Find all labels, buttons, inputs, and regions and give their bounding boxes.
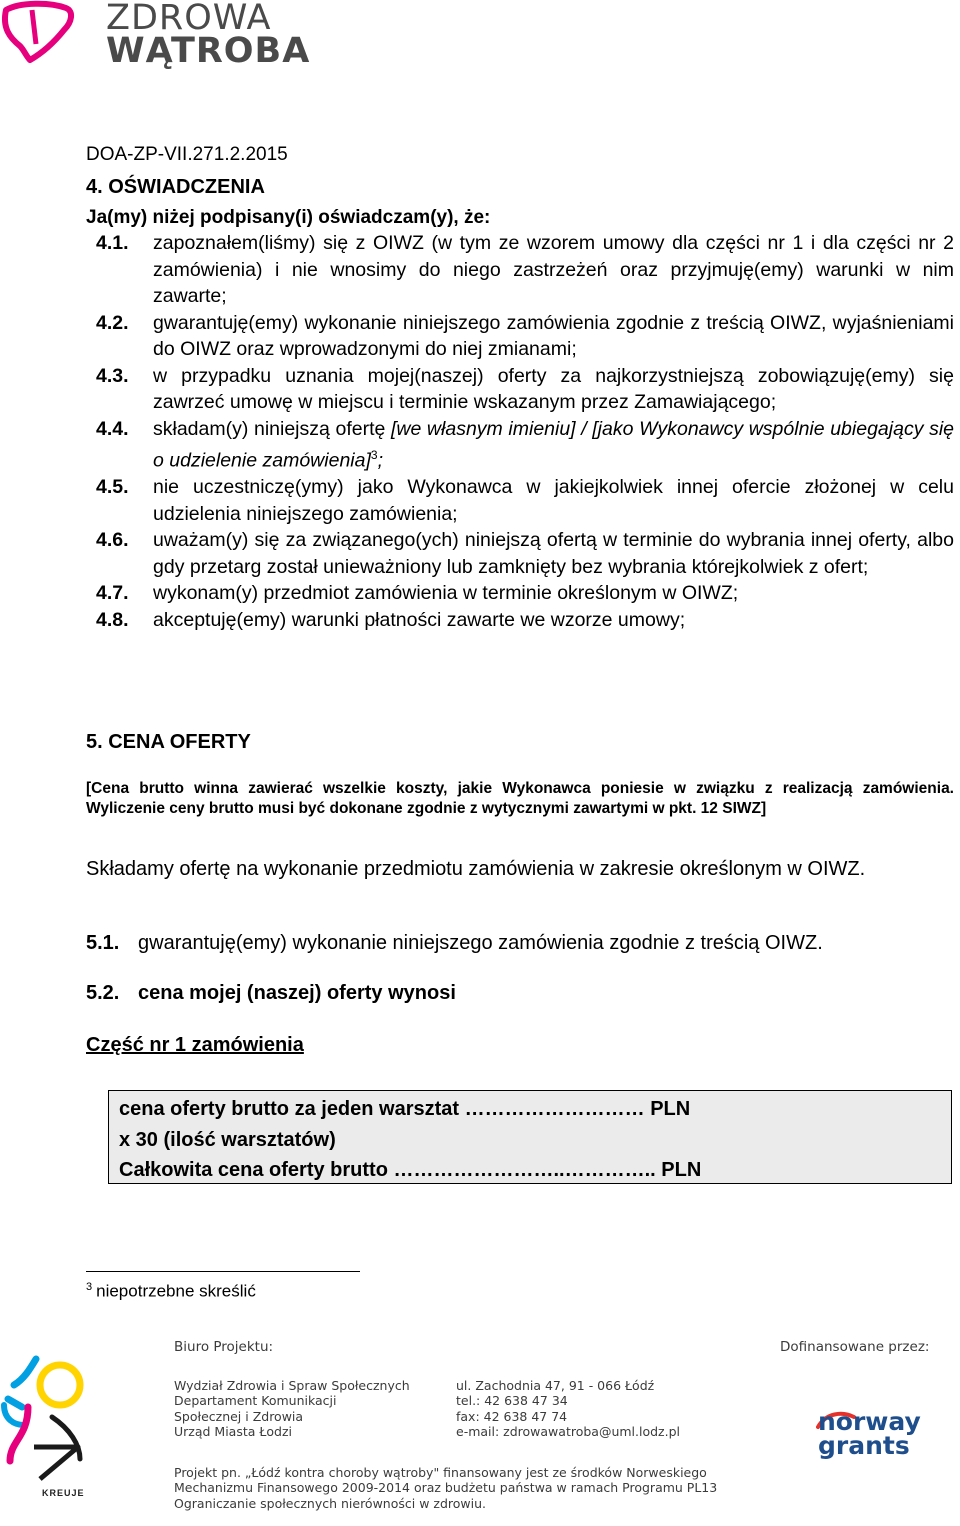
declarations-list — [96, 230, 954, 633]
grants-wordmark: grants — [818, 1431, 910, 1460]
biuro-title: Biuro Projektu: — [174, 1339, 274, 1355]
point-5-2 — [86, 982, 456, 1005]
biuro-line: Departament Komunikacji — [174, 1393, 337, 1409]
item-text: wykonam(y) przedmiot zamówienia w terminie określonym w OIWZ; — [153, 582, 739, 604]
list-item — [96, 310, 954, 363]
logo-wordmark — [106, 0, 311, 71]
footnote-separator — [86, 1271, 360, 1272]
point-number: 5.1. — [86, 932, 120, 954]
norway-grants-logo — [812, 1403, 952, 1467]
item-text: uważam(y) się za związanego(ych) niniejszą ofertą w terminie do wybrania innej oferty, albo gdy przetarg został unieważniony lub zamknięty bez wybrania którejkolwiek z ofert; — [153, 529, 954, 578]
biuro-address — [174, 1378, 410, 1439]
item-text: nie uczestniczę(ymy) jako Wykonawca w jakiejkolwiek innej ofercie złożonej w celu udzielenia niniejszego zamówienia; — [153, 476, 954, 525]
price-note: [Cena brutto winna zawierać wszelkie koszty, jakie Wykonawca poniesie w związku z realizacją zamówienia. Wyliczenie ceny brutto musi być dokonane zgodnie z wytycznymi zawartymi w pkt. 12 SIWZ] — [86, 780, 954, 817]
logo-line-1: ZDROWA — [106, 0, 272, 38]
price-line-quantity: x 30 (ilość warsztatów) — [119, 1128, 336, 1151]
item-text: zapoznałem(liśmy) się z OIWZ (w tym ze wzorem umowy dla części nr 1 i dla części nr 2 zamówienia) i nie wnosimy do niego zastrzeżeń oraz przyjmuję(emy) warunki w nim zawarte; — [153, 232, 954, 307]
list-item — [96, 580, 954, 607]
point-text: gwarantuję(emy) wykonanie niniejszego zamówienia zgodnie z treścią OIWZ. — [138, 932, 823, 954]
item-number: 4.4. — [96, 417, 129, 440]
lodz-kreuje-logo-icon — [0, 1355, 92, 1505]
point-5-1 — [86, 932, 823, 955]
project-line: Ograniczanie społecznych nierówności w zdrowiu. — [174, 1495, 486, 1511]
list-item — [96, 527, 954, 580]
item-text-start: składam(y) niniejszą ofertę — [153, 417, 391, 440]
contact-line: fax: 42 638 47 74 — [456, 1408, 568, 1424]
list-item — [96, 416, 954, 475]
section-5-title: 5. CENA OFERTY — [86, 731, 251, 753]
biuro-line: Społecznej i Zdrowia — [174, 1408, 304, 1424]
logo-line-2: WĄTROBA — [106, 31, 311, 71]
part-title: Część nr 1 zamówienia — [86, 1034, 304, 1056]
kreuje-label: KREUJE — [42, 1488, 85, 1498]
item-number: 4.6. — [96, 529, 129, 551]
contact-details — [456, 1378, 680, 1439]
item-number: 4.3. — [96, 364, 129, 387]
contact-line: ul. Zachodnia 47, 91 - 066 Łódź — [456, 1378, 655, 1393]
list-item — [96, 474, 954, 527]
funding-title: Dofinansowane przez: — [780, 1339, 930, 1355]
item-text — [153, 416, 954, 475]
section-4-title: 4. OŚWIADCZENIA — [86, 176, 265, 198]
item-text: akceptuję(emy) warunki płatności zawarte we wzorze umowy; — [153, 608, 686, 631]
item-text: gwarantuję(emy) wykonanie niniejszego zamówienia zgodnie z treścią OIWZ, wyjaśnieniami do OIWZ oraz wprowadzonymi do niej zmianami; — [153, 311, 954, 360]
contact-line: e-mail: zdrowawatroba@uml.lodz.pl — [456, 1423, 680, 1439]
point-text: cena mojej (naszej) oferty wynosi — [138, 982, 456, 1004]
project-line: Projekt pn. „Łódź kontra choroby wątroby" finansowany jest ze środków Norweskiego — [174, 1465, 707, 1480]
section-4-intro: Ja(my) niżej podpisany(i) oświadczam(y), że: — [86, 207, 491, 228]
document-number: DOA-ZP-VII.271.2.2015 — [86, 144, 288, 165]
price-line-total: Całkowita cena oferty brutto ……………………..………….. PLN — [119, 1159, 702, 1181]
biuro-line: Wydział Zdrowia i Spraw Społecznych — [174, 1378, 410, 1393]
project-description — [174, 1465, 717, 1511]
item-number: 4.7. — [96, 582, 129, 604]
biuro-line: Urząd Miasta Łodzi — [174, 1423, 293, 1439]
item-number: 4.8. — [96, 608, 129, 631]
item-text-end: ; — [377, 449, 383, 472]
item-number: 4.2. — [96, 311, 129, 334]
list-item — [96, 230, 954, 310]
footnote-ref: 3 — [370, 448, 378, 462]
contact-line: tel.: 42 638 47 34 — [456, 1393, 568, 1409]
list-item — [96, 363, 954, 416]
project-line: Mechanizmu Finansowego 2009-2014 oraz budżetu państwa w ramach Programu PL13 — [174, 1480, 718, 1496]
liver-logo-icon — [0, 0, 78, 70]
offer-text: Składamy ofertę na wykonanie przedmiotu zamówienia w zakresie określonym w OIWZ. — [86, 858, 866, 880]
footnote-text: niepotrzebne skreślić — [96, 1281, 256, 1301]
item-number: 4.1. — [96, 232, 129, 254]
footnote — [86, 1281, 256, 1302]
item-text: w przypadku uznania mojej(naszej) oferty za najkorzystniejszą zobowiązuję(emy) się zawrzeć umowę w miejscu i terminie wskazanym przez Zamawiającego; — [153, 364, 954, 413]
list-item — [96, 607, 954, 634]
price-box — [108, 1090, 952, 1184]
item-text-italic: [we własnym imieniu] / [jako Wykonawcy wspólnie ubiegający się o udzielenie zamówienia] — [153, 417, 955, 472]
item-number: 4.5. — [96, 476, 129, 498]
footnote-mark: 3 — [86, 1281, 93, 1293]
point-number: 5.2. — [86, 982, 120, 1004]
price-line-unit: cena oferty brutto za jeden warsztat ……………………… PLN — [119, 1098, 691, 1120]
norway-wordmark: norway — [818, 1407, 921, 1436]
